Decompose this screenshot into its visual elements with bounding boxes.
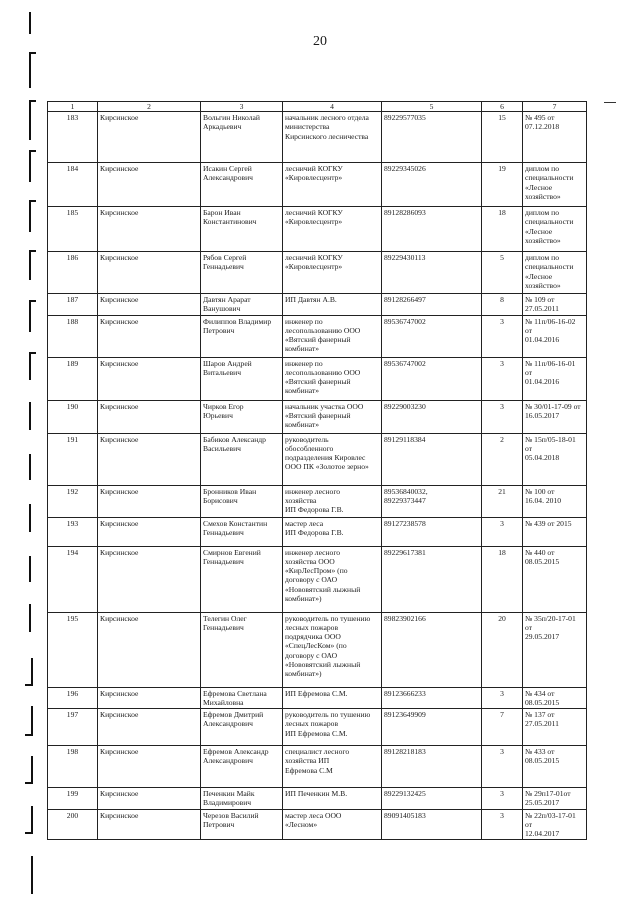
person-name-cell: Телегин Олег Геннадьевич bbox=[201, 612, 283, 687]
experience-years-cell: 3 bbox=[482, 357, 523, 400]
experience-years-cell: 18 bbox=[482, 546, 523, 612]
position-cell: руководитель обособленного подразделения Кировлес ООО ПК «Золотое зерно» bbox=[283, 433, 382, 485]
phone-cell: 89229132425 bbox=[382, 788, 482, 810]
phone-cell: 89128286093 bbox=[382, 207, 482, 252]
column-header: 2 bbox=[98, 102, 201, 112]
row-number-cell: 186 bbox=[48, 252, 98, 294]
table-row bbox=[48, 357, 587, 400]
person-name-cell: Шаров Андрей Витальевич bbox=[201, 357, 283, 400]
margin-mark bbox=[604, 102, 616, 103]
certificate-cell: № 11п/06-16-02 от 01.04.2016 bbox=[523, 315, 587, 357]
table-row bbox=[48, 746, 587, 788]
margin-mark bbox=[31, 756, 33, 782]
forestry-name-cell: Кирсинское bbox=[98, 746, 201, 788]
position-cell: ИП Печенкин М.В. bbox=[283, 788, 382, 810]
position-cell: руководитель по тушению лесных пожаров ИП Ефремова С.М. bbox=[283, 709, 382, 746]
person-name-cell: Бабиков Александр Васильевич bbox=[201, 433, 283, 485]
experience-years-cell: 19 bbox=[482, 163, 523, 207]
certificate-cell: диплом по специальности «Лесное хозяйство» bbox=[523, 252, 587, 294]
person-name-cell: Смехов Константин Геннадьевич bbox=[201, 517, 283, 546]
person-name-cell: Исакин Сергей Александрович bbox=[201, 163, 283, 207]
person-name-cell: Ефремов Дмитрий Александрович bbox=[201, 709, 283, 746]
margin-mark bbox=[29, 300, 36, 302]
row-number-cell: 189 bbox=[48, 357, 98, 400]
table-row bbox=[48, 400, 587, 433]
experience-years-cell: 8 bbox=[482, 294, 523, 316]
margin-mark bbox=[29, 250, 31, 280]
person-name-cell: Ефремов Александр Александрович bbox=[201, 746, 283, 788]
row-number-cell: 184 bbox=[48, 163, 98, 207]
table-row bbox=[48, 788, 587, 810]
row-number-cell: 190 bbox=[48, 400, 98, 433]
row-number-cell: 188 bbox=[48, 315, 98, 357]
person-name-cell: Барон Иван Константинович bbox=[201, 207, 283, 252]
forestry-name-cell: Кирсинское bbox=[98, 294, 201, 316]
forestry-name-cell: Кирсинское bbox=[98, 112, 201, 163]
row-number-cell: 195 bbox=[48, 612, 98, 687]
row-number-cell: 191 bbox=[48, 433, 98, 485]
person-name-cell: Рябов Сергей Геннадьевич bbox=[201, 252, 283, 294]
forestry-name-cell: Кирсинское bbox=[98, 709, 201, 746]
margin-mark bbox=[29, 352, 36, 354]
phone-cell: 89536747002 bbox=[382, 357, 482, 400]
experience-years-cell: 3 bbox=[482, 746, 523, 788]
experience-years-cell: 20 bbox=[482, 612, 523, 687]
forestry-name-cell: Кирсинское bbox=[98, 687, 201, 709]
column-header: 3 bbox=[201, 102, 283, 112]
table-row bbox=[48, 112, 587, 163]
forestry-name-cell: Кирсинское bbox=[98, 252, 201, 294]
table-row bbox=[48, 315, 587, 357]
certificate-cell: № 11п/06-16-01 от 01.04.2016 bbox=[523, 357, 587, 400]
certificate-cell: № 15п/05-18-01 от 05.04.2018 bbox=[523, 433, 587, 485]
margin-mark bbox=[25, 734, 33, 736]
table-row bbox=[48, 687, 587, 709]
table-row bbox=[48, 809, 587, 840]
margin-mark bbox=[29, 604, 31, 632]
table-row bbox=[48, 252, 587, 294]
margin-mark bbox=[25, 782, 33, 784]
row-number-cell: 196 bbox=[48, 687, 98, 709]
column-header: 5 bbox=[382, 102, 482, 112]
forestry-name-cell: Кирсинское bbox=[98, 357, 201, 400]
phone-cell: 89128266497 bbox=[382, 294, 482, 316]
position-cell: инженер лесного хозяйства ООО «КирЛесПром» (по договору с ОАО «Нововятский лыжный комбинат») bbox=[283, 546, 382, 612]
forestry-name-cell: Кирсинское bbox=[98, 315, 201, 357]
position-cell: лесничий КОГКУ «Кировлесцентр» bbox=[283, 252, 382, 294]
margin-mark bbox=[29, 504, 31, 532]
experience-years-cell: 3 bbox=[482, 809, 523, 840]
position-cell: начальник участка ООО «Вятский фанерный комбинат» bbox=[283, 400, 382, 433]
certificate-cell: диплом по специальности «Лесное хозяйство» bbox=[523, 207, 587, 252]
table-row bbox=[48, 517, 587, 546]
margin-mark bbox=[29, 100, 36, 102]
margin-mark bbox=[31, 856, 33, 894]
margin-mark bbox=[29, 200, 31, 232]
margin-mark bbox=[29, 250, 36, 252]
person-name-cell: Чирков Егор Юрьевич bbox=[201, 400, 283, 433]
position-cell: инженер лесного хозяйства ИП Федорова Г.В. bbox=[283, 485, 382, 517]
certificate-cell: № 35п/20-17-01 от 29.05.2017 bbox=[523, 612, 587, 687]
table-row bbox=[48, 207, 587, 252]
row-number-cell: 185 bbox=[48, 207, 98, 252]
forestry-name-cell: Кирсинское bbox=[98, 485, 201, 517]
position-cell: инженер по лесопользованию ООО «Вятский фанерный комбинат» bbox=[283, 315, 382, 357]
margin-mark bbox=[31, 658, 33, 684]
registry-table bbox=[47, 101, 587, 840]
certificate-cell: № 440 от 08.05.2015 bbox=[523, 546, 587, 612]
phone-cell: 89229617381 bbox=[382, 546, 482, 612]
person-name-cell: Черезов Василий Петрович bbox=[201, 809, 283, 840]
person-name-cell: Давтян Арарат Ванушович bbox=[201, 294, 283, 316]
margin-mark bbox=[31, 806, 33, 832]
person-name-cell: Печенкин Майк Владимирович bbox=[201, 788, 283, 810]
row-number-cell: 200 bbox=[48, 809, 98, 840]
experience-years-cell: 5 bbox=[482, 252, 523, 294]
certificate-cell: диплом по специальности «Лесное хозяйство» bbox=[523, 163, 587, 207]
margin-mark bbox=[31, 706, 33, 734]
position-cell: специалист лесного хозяйства ИП Ефремова С.М bbox=[283, 746, 382, 788]
column-header: 6 bbox=[482, 102, 523, 112]
certificate-cell: № 495 от 07.12.2018 bbox=[523, 112, 587, 163]
margin-mark bbox=[29, 300, 31, 332]
experience-years-cell: 18 bbox=[482, 207, 523, 252]
position-cell: лесничий КОГКУ «Кировлесцентр» bbox=[283, 207, 382, 252]
forestry-name-cell: Кирсинское bbox=[98, 612, 201, 687]
header-row bbox=[48, 102, 587, 112]
certificate-cell: № 439 от 2015 bbox=[523, 517, 587, 546]
position-cell: начальник лесного отдела министерства Кирсинского лесничества bbox=[283, 112, 382, 163]
row-number-cell: 187 bbox=[48, 294, 98, 316]
forestry-name-cell: Кирсинское bbox=[98, 517, 201, 546]
person-name-cell: Бронников Иван Борисович bbox=[201, 485, 283, 517]
position-cell: ИП Ефремова С.М. bbox=[283, 687, 382, 709]
margin-mark bbox=[29, 52, 36, 54]
certificate-cell: № 434 от 08.05.2015 bbox=[523, 687, 587, 709]
certificate-cell: № 30/01-17-09 от 16.05.2017 bbox=[523, 400, 587, 433]
column-header: 1 bbox=[48, 102, 98, 112]
phone-cell: 89229345026 bbox=[382, 163, 482, 207]
forestry-name-cell: Кирсинское bbox=[98, 788, 201, 810]
forestry-name-cell: Кирсинское bbox=[98, 433, 201, 485]
margin-mark bbox=[29, 12, 31, 34]
table-row bbox=[48, 433, 587, 485]
experience-years-cell: 15 bbox=[482, 112, 523, 163]
phone-cell: 89123649909 bbox=[382, 709, 482, 746]
table-row bbox=[48, 612, 587, 687]
certificate-cell: № 109 от 27.05.2011 bbox=[523, 294, 587, 316]
table-row bbox=[48, 546, 587, 612]
margin-mark bbox=[25, 832, 33, 834]
experience-years-cell: 3 bbox=[482, 517, 523, 546]
row-number-cell: 183 bbox=[48, 112, 98, 163]
phone-cell: 89229003230 bbox=[382, 400, 482, 433]
position-cell: мастер леса ИП Федорова Г.В. bbox=[283, 517, 382, 546]
position-cell: ИП Давтян А.В. bbox=[283, 294, 382, 316]
phone-cell: 89823902166 bbox=[382, 612, 482, 687]
position-cell: инженер по лесопользованию ООО «Вятский фанерный комбинат» bbox=[283, 357, 382, 400]
certificate-cell: № 433 от 08.05.2015 bbox=[523, 746, 587, 788]
row-number-cell: 192 bbox=[48, 485, 98, 517]
forestry-name-cell: Кирсинское bbox=[98, 809, 201, 840]
phone-cell: 89229577035 bbox=[382, 112, 482, 163]
row-number-cell: 199 bbox=[48, 788, 98, 810]
column-header: 7 bbox=[523, 102, 587, 112]
margin-mark bbox=[29, 556, 31, 582]
certificate-cell: № 29п17-01от 25.05.2017 bbox=[523, 788, 587, 810]
position-cell: мастер леса ООО «Лесном» bbox=[283, 809, 382, 840]
margin-mark bbox=[29, 52, 31, 88]
margin-mark bbox=[29, 100, 31, 140]
certificate-cell: № 100 от 16.04. 2010 bbox=[523, 485, 587, 517]
experience-years-cell: 7 bbox=[482, 709, 523, 746]
person-name-cell: Филиппов Владимир Петрович bbox=[201, 315, 283, 357]
position-cell: руководитель по тушению лесных пожаров подрядчика ООО «СпецЛесКом» (по договору с ОАО «Нововятский лыжный комбинат») bbox=[283, 612, 382, 687]
forestry-name-cell: Кирсинское bbox=[98, 163, 201, 207]
experience-years-cell: 3 bbox=[482, 315, 523, 357]
margin-mark bbox=[29, 402, 31, 430]
certificate-cell: № 137 от 27.05.2011 bbox=[523, 709, 587, 746]
phone-cell: 89123666233 bbox=[382, 687, 482, 709]
phone-cell: 89536840032, 89229373447 bbox=[382, 485, 482, 517]
row-number-cell: 194 bbox=[48, 546, 98, 612]
table-row bbox=[48, 709, 587, 746]
phone-cell: 89229430113 bbox=[382, 252, 482, 294]
experience-years-cell: 3 bbox=[482, 400, 523, 433]
experience-years-cell: 3 bbox=[482, 788, 523, 810]
phone-cell: 89536747002 bbox=[382, 315, 482, 357]
table-row bbox=[48, 163, 587, 207]
margin-mark bbox=[25, 684, 33, 686]
table-row bbox=[48, 294, 587, 316]
position-cell: лесничий КОГКУ «Кировлесцентр» bbox=[283, 163, 382, 207]
table-row bbox=[48, 485, 587, 517]
experience-years-cell: 21 bbox=[482, 485, 523, 517]
phone-cell: 89128218183 bbox=[382, 746, 482, 788]
column-header: 4 bbox=[283, 102, 382, 112]
margin-mark bbox=[29, 454, 31, 480]
forestry-name-cell: Кирсинское bbox=[98, 207, 201, 252]
person-name-cell: Смирнов Евгений Геннадьевич bbox=[201, 546, 283, 612]
experience-years-cell: 2 bbox=[482, 433, 523, 485]
experience-years-cell: 3 bbox=[482, 687, 523, 709]
row-number-cell: 197 bbox=[48, 709, 98, 746]
row-number-cell: 198 bbox=[48, 746, 98, 788]
forestry-name-cell: Кирсинское bbox=[98, 400, 201, 433]
phone-cell: 89091405183 bbox=[382, 809, 482, 840]
phone-cell: 89129118384 bbox=[382, 433, 482, 485]
certificate-cell: № 22п/03-17-01 от 12.04.2017 bbox=[523, 809, 587, 840]
margin-mark bbox=[29, 352, 31, 380]
margin-mark bbox=[29, 150, 36, 152]
page-number: 20 bbox=[313, 34, 327, 49]
row-number-cell: 193 bbox=[48, 517, 98, 546]
person-name-cell: Ефремова Светлана Михайловна bbox=[201, 687, 283, 709]
phone-cell: 89127238578 bbox=[382, 517, 482, 546]
forestry-name-cell: Кирсинское bbox=[98, 546, 201, 612]
person-name-cell: Вольгин Николай Аркадьевич bbox=[201, 112, 283, 163]
margin-mark bbox=[29, 150, 31, 182]
margin-mark bbox=[29, 200, 36, 202]
